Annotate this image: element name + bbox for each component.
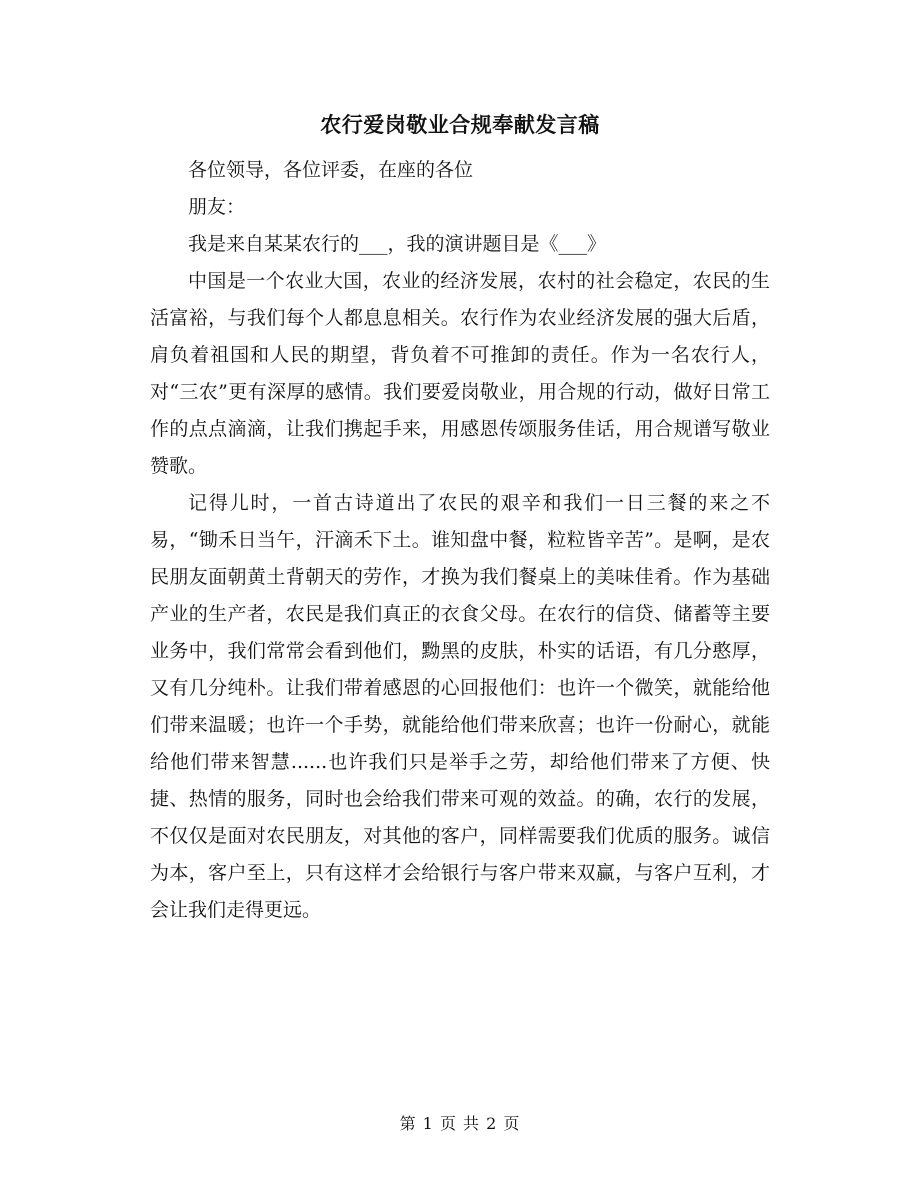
paragraph-body-2: 记得儿时，一首古诗道出了农民的艰辛和我们一日三餐的来之不易，“锄禾日当午，汗滴禾下土。谁知盘中餐，粒粒皆辛苦”。是啊，是农民朋友面朝黄土背朝天的劳作，才换为我们餐桌上的美味佳肴。作为基础产业的生产者，农民是我们真正的衣食父母。在农行的信贷、储蓄等主要业务中，我们常常会看到他们，黝黑的皮肤，朴实的话语，有几分憨厚，又有几分纯朴。让我们带着感恩的心回报他们：也许一个微笑，就能给他们带来温暖；也许一个手势，就能给他们带来欣喜；也许一份耐心，就能给他们带来智慧......也许我们只是举手之劳，却给他们带来了方便、快捷、热情的服务，同时也会给我们带来可观的效益。的确，农行的发展，不仅仅是面对农民朋友，对其他的客户，同样需要我们优质的服务。诚信为本，客户至上，只有这样才会给银行与客户带来双赢，与客户互利，才会让我们走得更远。	[150, 492, 770, 921]
paragraph-greeting-cont: 朋友：	[188, 196, 246, 218]
document-body	[150, 152, 770, 929]
paragraph-greeting: 各位领导，各位评委，在座的各位	[188, 159, 474, 181]
page-number-footer: 第 1 页 共 2 页	[399, 1114, 521, 1133]
paragraph-body-1: 中国是一个农业大国，农业的经济发展，农村的社会稳定，农民的生活富裕，与我们每个人都息息相关。农行作为农业经济发展的强大后盾，肩负着祖国和人民的期望，背负着不可推卸的责任。作为一名农行人，对“三农”更有深厚的感情。我们要爱岗敬业，用合规的行动，做好日常工作的点点滴滴，让我们携起手来，用感恩传颂服务佳话，用合规谱写敬业赞歌。	[150, 270, 770, 477]
document-title: 农行爱岗敬业合规奉献发言稿	[320, 112, 600, 137]
paragraph-intro: 我是来自某某农行的___，我的演讲题目是《___》	[188, 233, 607, 255]
